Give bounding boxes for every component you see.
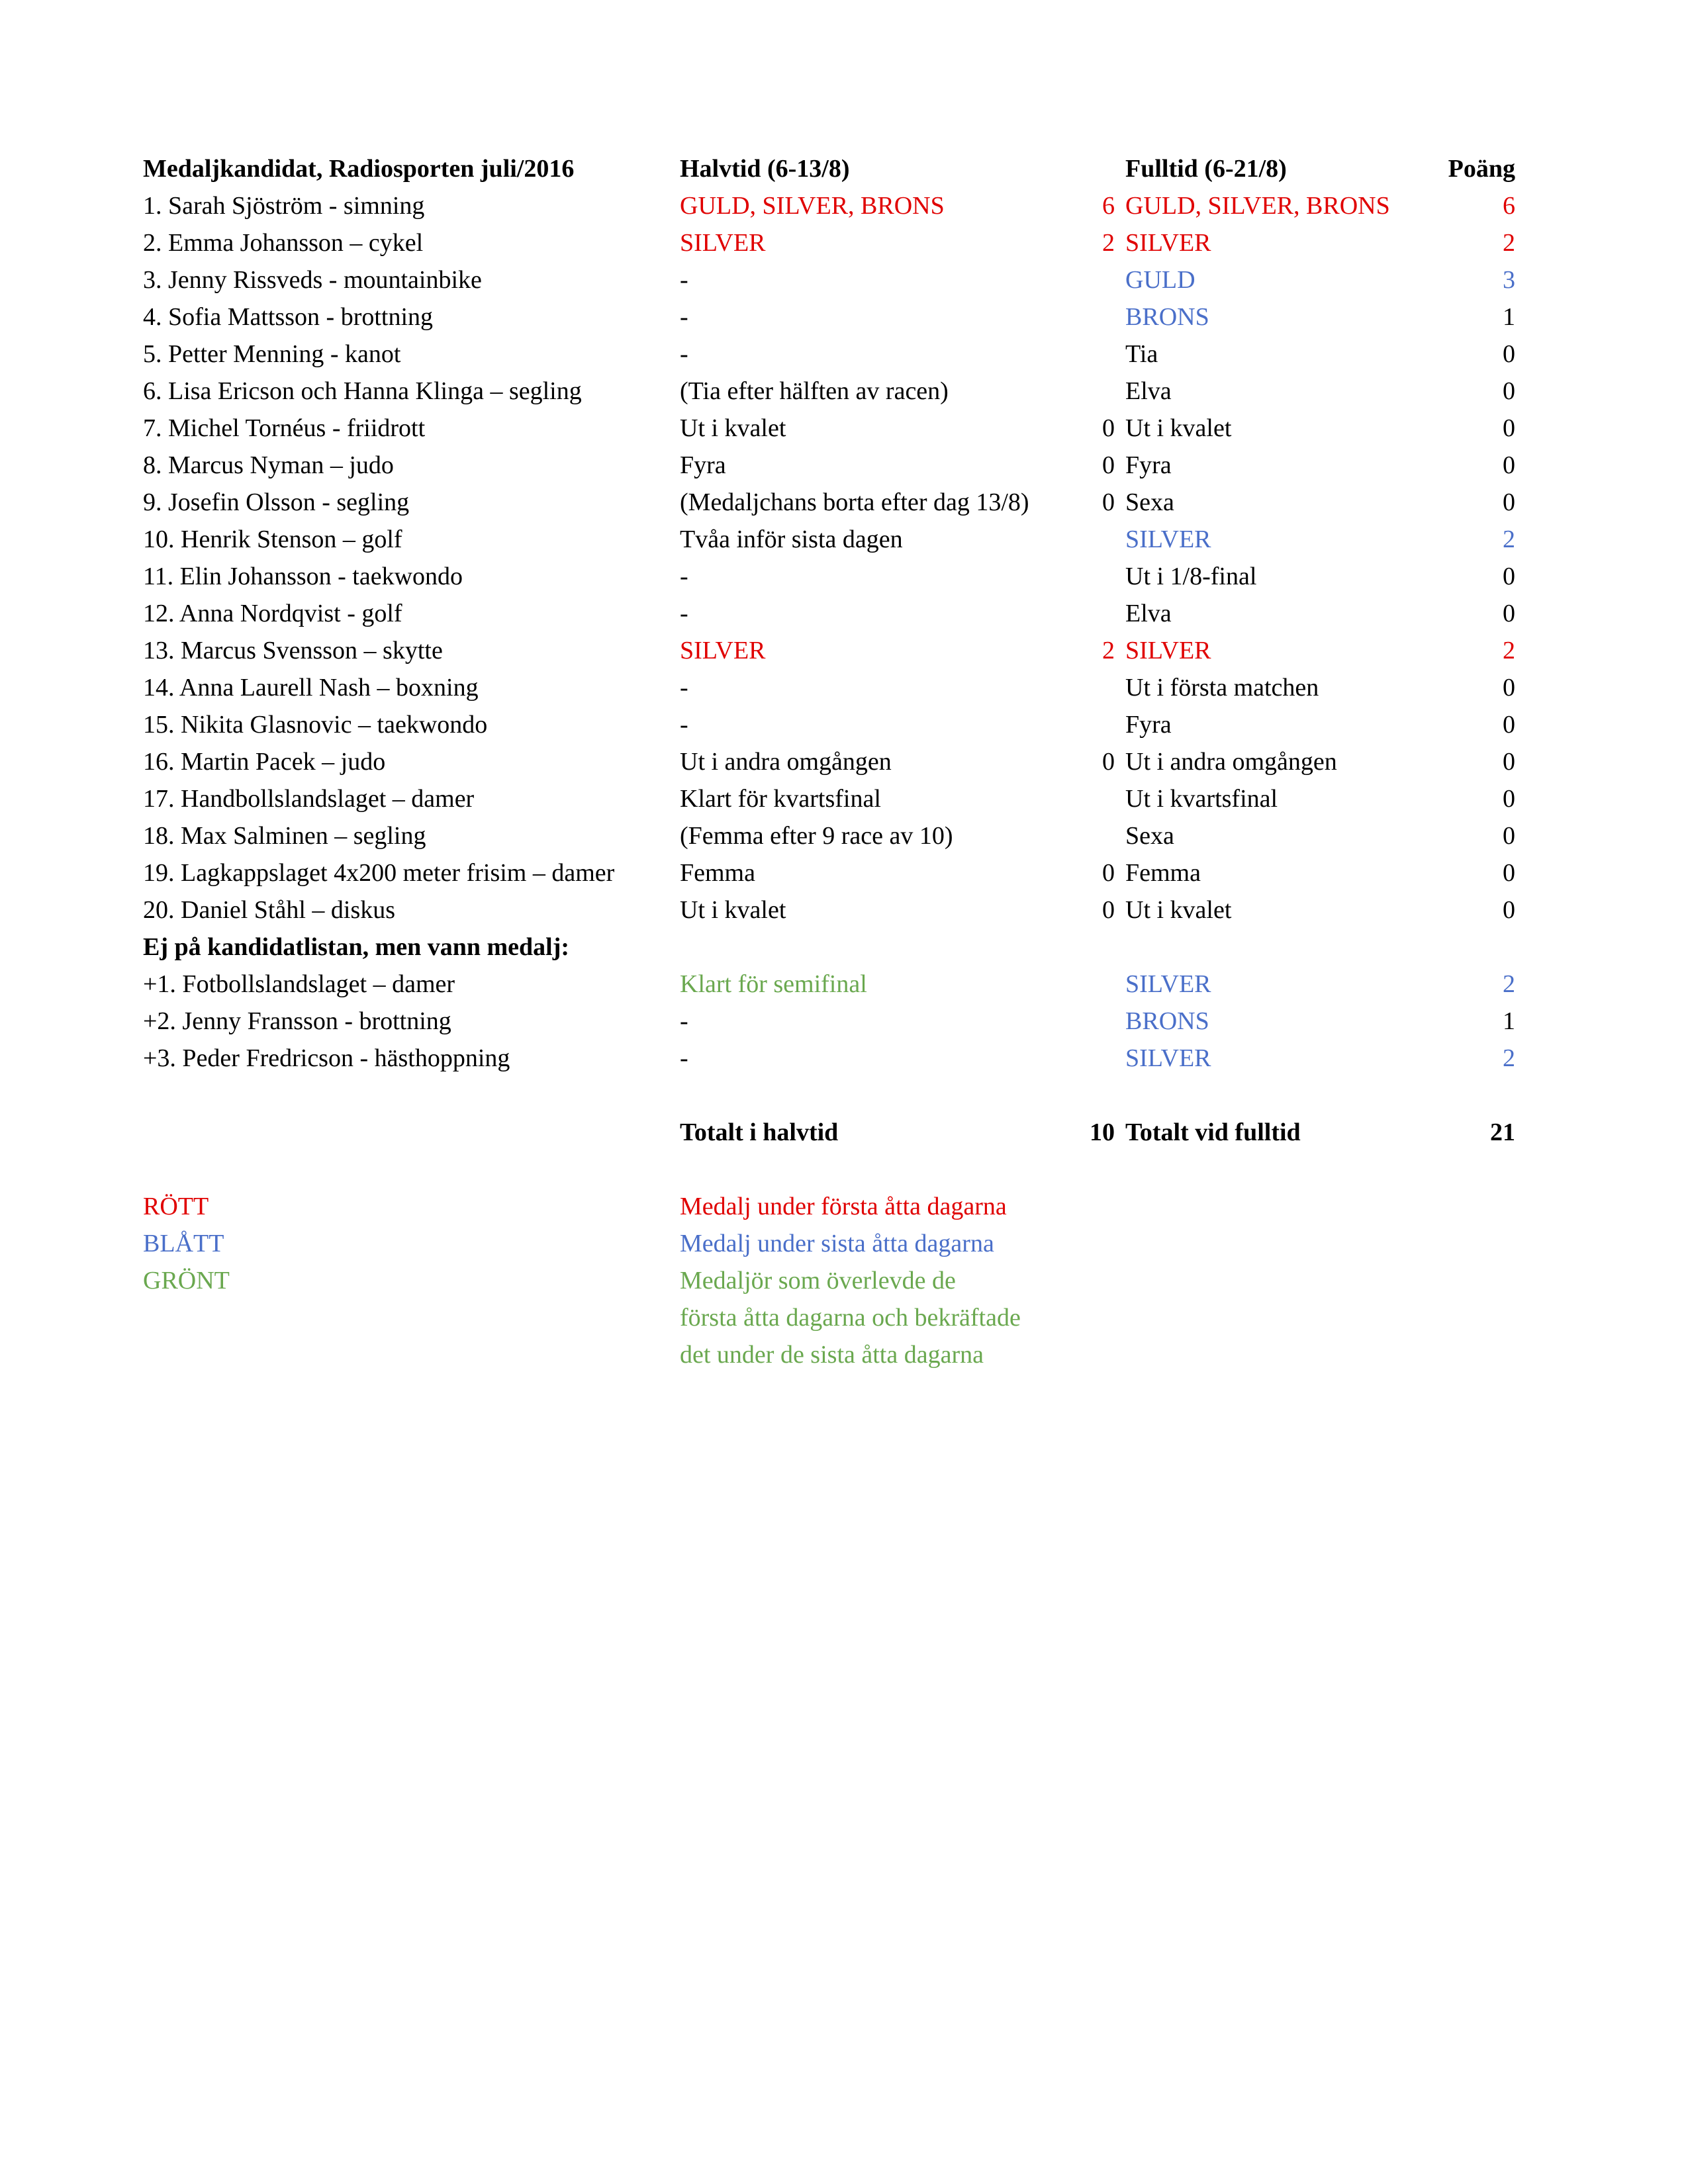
fulltime-result: Ut i andra omgången xyxy=(1125,748,1337,776)
candidate-row xyxy=(0,484,1688,521)
legend-description-row xyxy=(0,1299,1688,1336)
fulltime-result: Fyra xyxy=(1125,711,1172,739)
halftime-points: 2 xyxy=(1102,637,1115,664)
fulltime-points: 6 xyxy=(1503,192,1515,220)
candidate-row xyxy=(0,706,1688,743)
fulltime-result: BRONS xyxy=(1125,303,1209,331)
candidate-row xyxy=(0,632,1688,669)
athlete-name: 5. Petter Menning - kanot xyxy=(143,340,401,368)
extra-row xyxy=(0,1003,1688,1040)
candidate-row xyxy=(0,669,1688,706)
halftime-result: - xyxy=(680,674,688,702)
halftime-points: 2 xyxy=(1102,229,1115,257)
legend-description-row xyxy=(0,1336,1688,1373)
athlete-name: 3. Jenny Rissveds - mountainbike xyxy=(143,266,482,294)
candidate-row xyxy=(0,780,1688,817)
athlete-name: 19. Lagkappslaget 4x200 meter frisim – damer xyxy=(143,859,615,887)
fulltime-result: Tia xyxy=(1125,340,1158,368)
athlete-name: 14. Anna Laurell Nash – boxning xyxy=(143,674,479,702)
candidate-row xyxy=(0,595,1688,632)
fulltime-points: 0 xyxy=(1503,711,1515,739)
candidate-row xyxy=(0,447,1688,484)
halftime-result: Ut i kvalet xyxy=(680,896,786,924)
fulltime-result: Sexa xyxy=(1125,488,1174,516)
fulltime-points: 0 xyxy=(1503,785,1515,813)
halftime-result: - xyxy=(680,340,688,368)
halftime-result: - xyxy=(680,1007,688,1035)
fulltime-points: 0 xyxy=(1503,340,1515,368)
athlete-name: 12. Anna Nordqvist - golf xyxy=(143,600,402,627)
fulltime-points: 0 xyxy=(1503,414,1515,442)
athlete-name: 18. Max Salminen – segling xyxy=(143,822,426,850)
fulltime-points: 0 xyxy=(1503,896,1515,924)
total-halftime-value: 10 xyxy=(1090,1118,1115,1146)
legend-color-label: BLÅTT xyxy=(143,1230,224,1257)
legend-color-label: RÖTT xyxy=(143,1193,209,1220)
halftime-result: GULD, SILVER, BRONS xyxy=(680,192,945,220)
legend-color-label: GRÖNT xyxy=(143,1267,230,1295)
athlete-name: 16. Martin Pacek – judo xyxy=(143,748,386,776)
athlete-name: 7. Michel Tornéus - friidrott xyxy=(143,414,426,442)
fulltime-result: Sexa xyxy=(1125,822,1174,850)
athlete-name: 11. Elin Johansson - taekwondo xyxy=(143,563,463,590)
legend-description-row xyxy=(0,1225,1688,1262)
extra-row xyxy=(0,1040,1688,1077)
header-halftime: Halvtid (6-13/8) xyxy=(680,155,850,183)
fulltime-result: SILVER xyxy=(1125,525,1211,553)
fulltime-points: 0 xyxy=(1503,377,1515,405)
fulltime-points: 2 xyxy=(1503,637,1515,664)
halftime-points: 0 xyxy=(1102,748,1115,776)
total-halftime-label: Totalt i halvtid xyxy=(680,1118,839,1146)
legend-description: Medaljör som överlevde de xyxy=(680,1267,956,1295)
fulltime-points: 0 xyxy=(1503,748,1515,776)
fulltime-result: Ut i kvalet xyxy=(1125,414,1232,442)
halftime-result: (Medaljchans borta efter dag 13/8) xyxy=(680,488,1029,516)
athlete-name: 10. Henrik Stenson – golf xyxy=(143,525,402,553)
athlete-name: 8. Marcus Nyman – judo xyxy=(143,451,394,479)
fulltime-result: SILVER xyxy=(1125,1044,1211,1072)
fulltime-points: 0 xyxy=(1503,600,1515,627)
athlete-name: 1. Sarah Sjöström - simning xyxy=(143,192,425,220)
fulltime-points: 0 xyxy=(1503,451,1515,479)
athlete-name: +3. Peder Fredricson - hästhoppning xyxy=(143,1044,510,1072)
halftime-result: Ut i andra omgången xyxy=(680,748,892,776)
extra-heading: Ej på kandidatlistan, men vann medalj: xyxy=(143,933,570,961)
candidate-row xyxy=(0,224,1688,261)
fulltime-result: Elva xyxy=(1125,377,1172,405)
fulltime-result: SILVER xyxy=(1125,229,1211,257)
legend-description: det under de sista åtta dagarna xyxy=(680,1341,984,1369)
fulltime-result: Femma xyxy=(1125,859,1201,887)
fulltime-points: 0 xyxy=(1503,563,1515,590)
fulltime-result: Ut i första matchen xyxy=(1125,674,1319,702)
candidate-row xyxy=(0,817,1688,854)
athlete-name: 6. Lisa Ericson och Hanna Klinga – segling xyxy=(143,377,582,405)
fulltime-result: Ut i kvalet xyxy=(1125,896,1232,924)
candidate-row xyxy=(0,743,1688,780)
candidate-row xyxy=(0,373,1688,410)
candidate-row xyxy=(0,891,1688,929)
fulltime-points: 1 xyxy=(1503,303,1515,331)
fulltime-result: Ut i 1/8-final xyxy=(1125,563,1257,590)
legend-description: första åtta dagarna och bekräftade xyxy=(680,1304,1021,1332)
halftime-points: 0 xyxy=(1102,896,1115,924)
athlete-name: 2. Emma Johansson – cykel xyxy=(143,229,424,257)
legend-description: Medalj under första åtta dagarna xyxy=(680,1193,1007,1220)
halftime-result: - xyxy=(680,266,688,294)
extra-row xyxy=(0,966,1688,1003)
fulltime-points: 2 xyxy=(1503,970,1515,998)
halftime-points: 0 xyxy=(1102,451,1115,479)
fulltime-result: Ut i kvartsfinal xyxy=(1125,785,1278,813)
halftime-result: Ut i kvalet xyxy=(680,414,786,442)
candidate-row xyxy=(0,521,1688,558)
athlete-name: +2. Jenny Fransson - brottning xyxy=(143,1007,451,1035)
fulltime-result: SILVER xyxy=(1125,637,1211,664)
halftime-result: Femma xyxy=(680,859,755,887)
total-fulltime-label: Totalt vid fulltid xyxy=(1125,1118,1301,1146)
fulltime-points: 3 xyxy=(1503,266,1515,294)
athlete-name: +1. Fotbollslandslaget – damer xyxy=(143,970,455,998)
candidate-row xyxy=(0,410,1688,447)
candidate-row xyxy=(0,854,1688,891)
halftime-points: 0 xyxy=(1102,488,1115,516)
fulltime-points: 0 xyxy=(1503,488,1515,516)
header-row xyxy=(0,150,1688,187)
halftime-result: Tvåa inför sista dagen xyxy=(680,525,903,553)
halftime-result: Klart för kvartsfinal xyxy=(680,785,881,813)
legend-description-row xyxy=(0,1188,1688,1225)
candidate-row xyxy=(0,187,1688,224)
totals-row xyxy=(0,1114,1688,1151)
athlete-name: 15. Nikita Glasnovic – taekwondo xyxy=(143,711,488,739)
total-fulltime-value: 21 xyxy=(1490,1118,1515,1146)
halftime-result: (Femma efter 9 race av 10) xyxy=(680,822,953,850)
fulltime-points: 2 xyxy=(1503,229,1515,257)
athlete-name: 20. Daniel Ståhl – diskus xyxy=(143,896,396,924)
fulltime-points: 2 xyxy=(1503,525,1515,553)
fulltime-result: GULD xyxy=(1125,266,1196,294)
halftime-result: - xyxy=(680,563,688,590)
halftime-result: - xyxy=(680,1044,688,1072)
header-points: Poäng xyxy=(1448,155,1515,183)
athlete-name: 13. Marcus Svensson – skytte xyxy=(143,637,443,664)
halftime-result: - xyxy=(680,303,688,331)
halftime-result: Klart för semifinal xyxy=(680,970,867,998)
fulltime-points: 1 xyxy=(1503,1007,1515,1035)
fulltime-result: Fyra xyxy=(1125,451,1172,479)
fulltime-result: BRONS xyxy=(1125,1007,1209,1035)
halftime-points: 0 xyxy=(1102,414,1115,442)
candidate-row xyxy=(0,298,1688,336)
halftime-points: 6 xyxy=(1102,192,1115,220)
extra-heading-row xyxy=(0,929,1688,966)
halftime-result: SILVER xyxy=(680,229,766,257)
halftime-result: SILVER xyxy=(680,637,766,664)
athlete-name: 17. Handbollslandslaget – damer xyxy=(143,785,475,813)
legend-description-row xyxy=(0,1262,1688,1299)
candidate-row xyxy=(0,558,1688,595)
halftime-result: - xyxy=(680,600,688,627)
halftime-result: Fyra xyxy=(680,451,726,479)
header-fulltime: Fulltid (6-21/8) xyxy=(1125,155,1287,183)
candidate-row xyxy=(0,261,1688,298)
fulltime-points: 2 xyxy=(1503,1044,1515,1072)
fulltime-points: 0 xyxy=(1503,859,1515,887)
fulltime-result: Elva xyxy=(1125,600,1172,627)
athlete-name: 9. Josefin Olsson - segling xyxy=(143,488,410,516)
header-name: Medaljkandidat, Radiosporten juli/2016 xyxy=(143,155,575,183)
legend-description: Medalj under sista åtta dagarna xyxy=(680,1230,994,1257)
fulltime-points: 0 xyxy=(1503,674,1515,702)
fulltime-result: GULD, SILVER, BRONS xyxy=(1125,192,1390,220)
candidate-row xyxy=(0,336,1688,373)
halftime-result: (Tia efter hälften av racen) xyxy=(680,377,949,405)
halftime-result: - xyxy=(680,711,688,739)
fulltime-result: SILVER xyxy=(1125,970,1211,998)
fulltime-points: 0 xyxy=(1503,822,1515,850)
athlete-name: 4. Sofia Mattsson - brottning xyxy=(143,303,434,331)
halftime-points: 0 xyxy=(1102,859,1115,887)
